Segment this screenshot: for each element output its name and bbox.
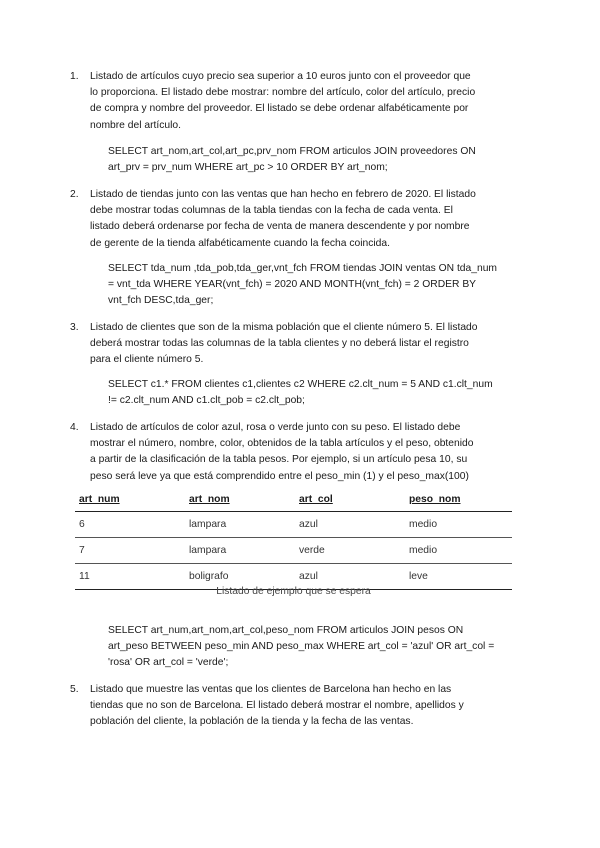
item-number: 2. — [70, 189, 79, 200]
list-item-2 — [70, 187, 530, 252]
table-cell: leve — [409, 571, 428, 582]
item-description: Listado de tiendas junto con las ventas que han hecho en febrero de 2020. El listado debe mostrar todas columnas de la tabla tiendas con la fecha de cada venta. El listado deberá ordenarse por fecha de venta de manera descendente y por nombre de gerente de la tienda alfabéticamente cuando la fecha coincida. — [90, 189, 476, 249]
sql-query-3: SELECT c1.* FROM clientes c1,clientes c2 WHERE c2.clt_num = 5 AND c1.clt_num != c2.clt_num AND c1.clt_pob = c2.clt_pob; — [108, 379, 493, 407]
table-cell: azul — [299, 519, 318, 530]
table-cell: lampara — [189, 519, 227, 530]
table-cell: medio — [409, 545, 438, 556]
table-cell: lampara — [189, 545, 227, 556]
table-cell: 6 — [79, 519, 85, 530]
column-header: peso_nom — [409, 494, 461, 505]
list-item-3 — [70, 320, 530, 369]
table-row — [75, 512, 512, 538]
item-description: Listado de artículos cuyo precio sea superior a 10 euros junto con el proveedor que lo proporciona. El listado debe mostrar: nombre del artículo, color del artículo, precio de compra y nombre del proveedor. El listado se debe ordenar alfabéticamente por nombre del artículo. — [90, 71, 476, 131]
table-cell: boligrafo — [189, 571, 229, 582]
table-cell: 7 — [79, 545, 85, 556]
item-number: 4. — [70, 422, 79, 433]
item-description: Listado de clientes que son de la misma población que el cliente número 5. El listado deberá mostrar todas las columnas de la tabla clientes y no deberá listar el registro para el cliente número 5. — [90, 322, 478, 366]
table-header — [75, 489, 512, 512]
table-row — [75, 538, 512, 564]
table-cell: medio — [409, 519, 438, 530]
column-header: art_num — [79, 494, 120, 505]
item-description: Listado que muestre las ventas que los clientes de Barcelona han hecho en las tiendas que no son de Barcelona. El listado deberá mostrar el nombre, apellidos y población del cliente, la población de la tienda y la fecha de las ventas. — [90, 684, 464, 728]
table-cell: 11 — [79, 571, 90, 582]
list-item-5 — [70, 682, 530, 731]
item-number: 5. — [70, 684, 79, 695]
item-description: Listado de artículos de color azul, rosa o verde junto con su peso. El listado debe mostrar el número, nombre, color, obtenidos de la tabla artículos y el peso, obtenido a partir de la clasificación de la tabla pesos. Por ejemplo, si un artículo pesa 10, su peso será leve ya que está comprendido entre el peso_min (1) y el peso_max(100) — [90, 422, 474, 482]
example-table — [75, 489, 512, 590]
list-item-1 — [70, 69, 530, 134]
sql-query-1: SELECT art_nom,art_col,art_pc,prv_nom FROM articulos JOIN proveedores ON art_prv = prv_num WHERE art_pc > 10 ORDER BY art_nom; — [108, 146, 476, 174]
column-header: art_nom — [189, 494, 230, 505]
sql-query-4: SELECT art_num,art_nom,art_col,peso_nom FROM articulos JOIN pesos ON art_peso BETWEEN peso_min AND peso_max WHERE art_col = 'azul' OR art_col = 'rosa' OR art_col = 'verde'; — [108, 625, 495, 669]
table-cell: azul — [299, 571, 318, 582]
item-number: 1. — [70, 71, 79, 82]
table-caption: Listado de ejemplo que se espera — [216, 586, 371, 597]
table-cell: verde — [299, 545, 325, 556]
column-header: art_col — [299, 494, 333, 505]
list-item-4 — [70, 420, 530, 485]
item-number: 3. — [70, 322, 79, 333]
sql-query-2: SELECT tda_num ,tda_pob,tda_ger,vnt_fch FROM tiendas JOIN ventas ON tda_num = vnt_tda WHERE YEAR(vnt_fch) = 2020 AND MONTH(vnt_fch) = 2 ORDER BY vnt_fch DESC,tda_ger; — [108, 263, 498, 307]
